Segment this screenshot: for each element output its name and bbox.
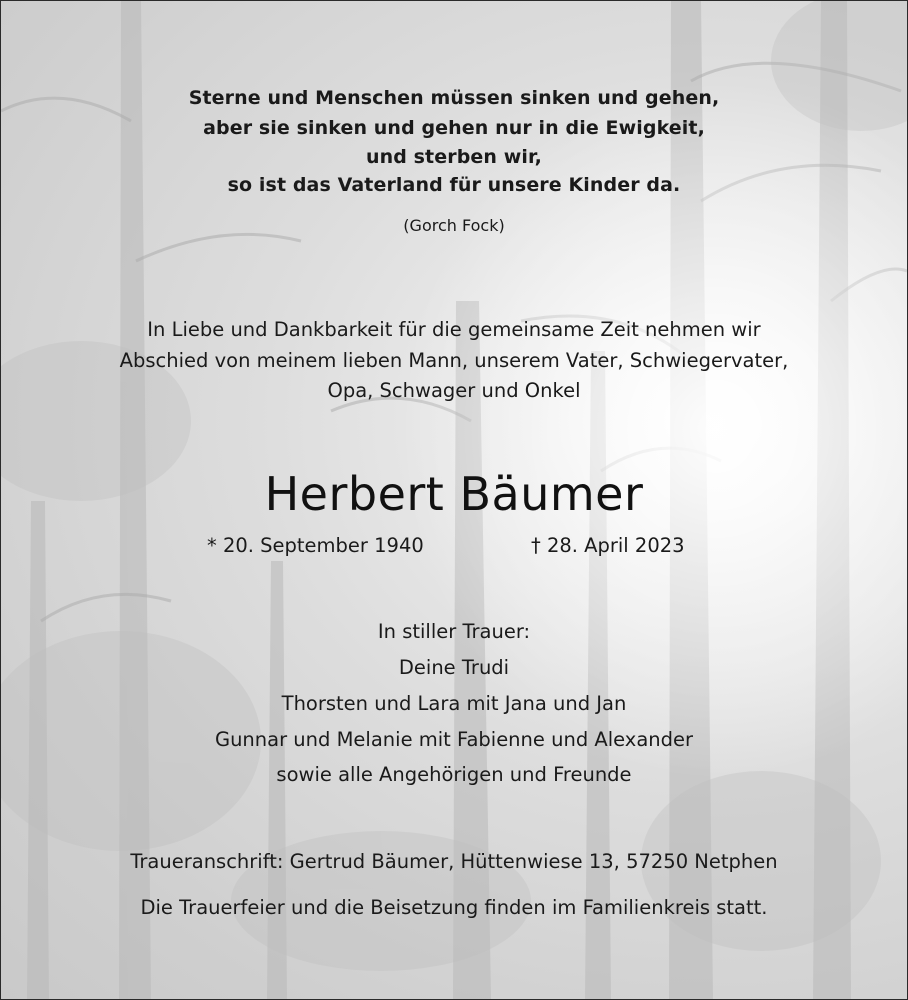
mourner-line: Gunnar und Melanie mit Fabienne und Alexander [214,728,694,751]
poem-line: so ist das Vaterland für unsere Kinder da. [227,174,681,196]
poem-line: Sterne und Menschen müssen sinken und gehen, [188,87,720,109]
mourner-line: sowie alle Angehörigen und Freunde [276,763,632,786]
mourners-heading: In stiller Trauer: [377,620,531,643]
intro-line: In Liebe und Dankbarkeit für die gemeinsame Zeit nehmen wir [147,318,761,341]
mourning-address: Traueranschrift: Gertrud Bäumer, Hüttenwiese 13, 57250 Netphen [130,850,778,873]
intro-line: Opa, Schwager und Onkel [327,379,581,402]
ceremony-note: Die Trauerfeier und die Beisetzung finden im Familienkreis statt. [140,896,768,919]
mourner-line: Deine Trudi [398,656,510,679]
poem-author: (Gorch Fock) [403,216,505,235]
intro-line: Abschied von meinem lieben Mann, unserem Vater, Schwiegervater, [119,349,789,372]
obituary-content [1,1,907,999]
birth-date: * 20. September 1940 [207,534,424,557]
deceased-name: Herbert Bäumer [264,467,644,521]
poem-line: aber sie sinken und gehen nur in die Ewigkeit, [203,117,705,139]
death-date: † 28. April 2023 [531,534,685,557]
poem-line: und sterben wir, [365,146,542,168]
mourner-line: Thorsten und Lara mit Jana und Jan [281,692,627,715]
